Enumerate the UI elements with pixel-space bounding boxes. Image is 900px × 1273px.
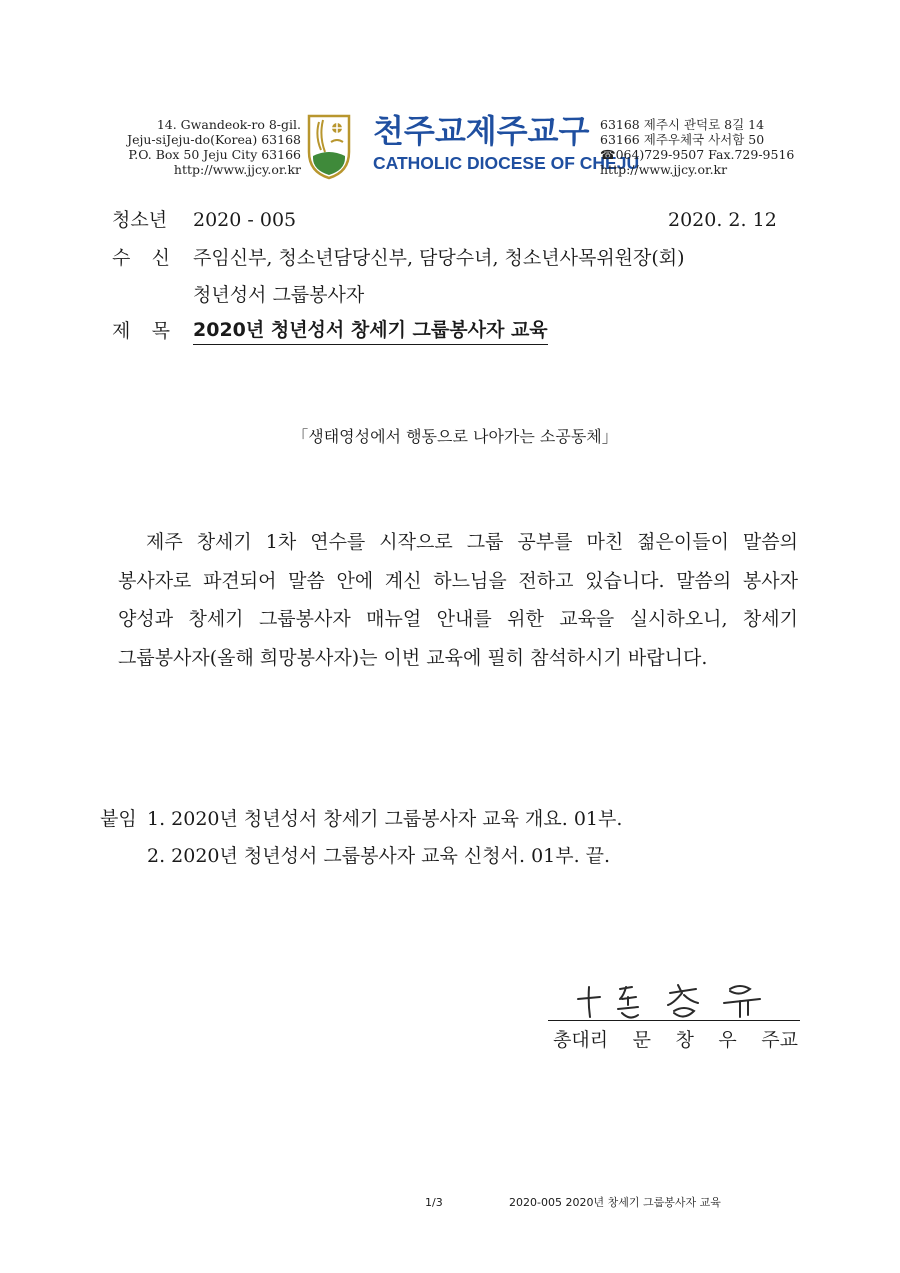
- recipient-list-continued: 청년성서 그룹봉사자: [193, 284, 365, 306]
- letterhead-address-ko: [600, 117, 800, 177]
- doc-number-label: 청소년: [112, 209, 168, 231]
- contact-phone-fax: ☎064)729-9507 Fax.729-9516: [600, 147, 795, 162]
- subject-title: 2020년 청년성서 창세기 그룹봉사자 교육: [193, 317, 548, 345]
- signatory-name-char: 창: [675, 1029, 694, 1051]
- website-link-left[interactable]: http://www.jjcy.or.kr: [173, 162, 301, 177]
- subject-label-char: 목: [151, 320, 170, 342]
- recipient-label-char: 수: [112, 247, 131, 269]
- address-en-line: 14. Gwandeok-ro 8-gil.: [156, 117, 301, 132]
- signature-line: [548, 1020, 800, 1021]
- signatory-name-char: 문: [632, 1029, 651, 1051]
- diocese-logo-icon: [305, 112, 353, 180]
- doc-date: 2020. 2. 12: [668, 209, 777, 231]
- doc-number: 2020 - 005: [193, 209, 297, 231]
- page-number: 1/3: [425, 1196, 443, 1209]
- signatory-name-char: 우: [718, 1029, 737, 1051]
- attachment-item: 1. 2020년 청년성서 창세기 그룹봉사자 교육 개요. 01부.: [147, 808, 623, 830]
- address-en-line: Jeju-siJeju-do(Korea) 63168: [127, 132, 301, 147]
- org-name-korean: 천주교제주교구: [373, 112, 590, 150]
- subject-label: [112, 319, 170, 343]
- signatory-name: [553, 1028, 798, 1052]
- letterhead-address-en: [105, 117, 301, 177]
- theme-slogan: 「생태영성에서 행동으로 나아가는 소공동체」: [292, 427, 618, 446]
- body-paragraph: 제주 창세기 1차 연수를 시작으로 그룹 공부를 마친 젊은이들이 말씀의 봉사자로 파견되어 말씀 안에 계신 하느님을 전하고 있습니다. 말씀의 봉사자 양성과 창세기 그룹봉사자 매뉴얼 안내를 위한 교육을 실시하오니, 창세기 그룹봉사자(올해 희망봉사자)는 이번 교육에 필히 참석하시기 바랍니다.: [118, 531, 798, 669]
- signatory-title: 총대리: [553, 1029, 609, 1051]
- address-ko-line: 63168 제주시 관덕로 8길 14: [600, 117, 765, 132]
- org-name-english: CATHOLIC DIOCESE OF CHEJU: [373, 153, 640, 173]
- address-en-line: P.O. Box 50 Jeju City 63166: [128, 147, 301, 162]
- recipient-label: [112, 246, 170, 270]
- recipient-label-char: 신: [151, 247, 170, 269]
- handwritten-signature: [570, 975, 770, 1025]
- signatory-rank: 주교: [761, 1029, 798, 1051]
- subject-label-char: 제: [112, 320, 131, 342]
- attachment-label: 붙임: [100, 808, 137, 830]
- website-link-right[interactable]: http://www.jjcy.or.kr: [600, 162, 728, 177]
- address-ko-line: 63166 제주우체국 사서함 50: [600, 132, 765, 147]
- attachment-item: 2. 2020년 청년성서 그룹봉사자 교육 신청서. 01부. 끝.: [147, 845, 611, 867]
- recipient-list: 주임신부, 청소년담당신부, 담당수녀, 청소년사목위원장(회): [193, 247, 685, 269]
- footer-doc-reference: 2020-005 2020년 창세기 그룹봉사자 교육: [509, 1196, 721, 1209]
